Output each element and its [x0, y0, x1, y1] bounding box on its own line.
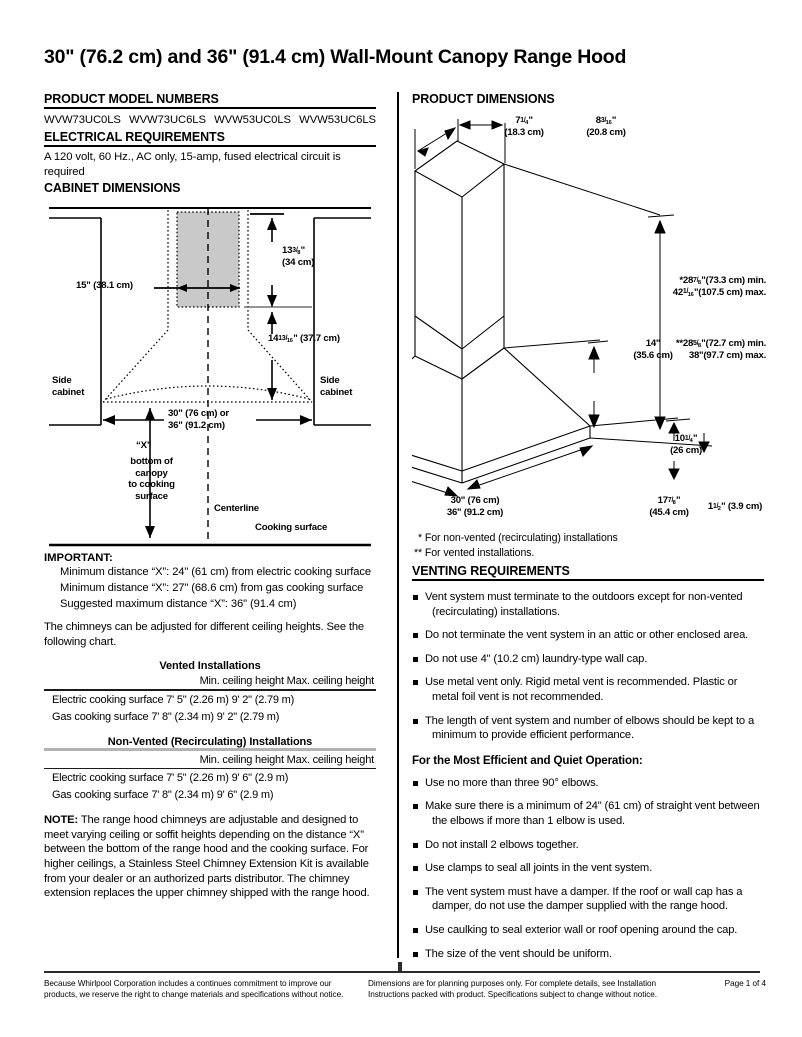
heading-venting-requirements: VENTING REQUIREMENTS: [412, 564, 570, 578]
important-item: Minimum distance “X”: 27" (68.6 cm) from gas cooking surface: [60, 582, 364, 594]
label-cabinet-depth: 15" (38.1 cm): [76, 280, 133, 291]
product-dimensions-diagram: [412, 111, 764, 531]
heading-electrical-requirements: ELECTRICAL REQUIREMENTS: [44, 130, 225, 144]
footnote-vented: ** For vented installations.: [414, 547, 535, 559]
label-side-cabinet-left: Side cabinet: [52, 375, 85, 398]
electrical-requirements-text: A 120 volt, 60 Hz., AC only, 15-amp, fused electrical circuit is required: [44, 151, 341, 178]
footer-disclaimer-left: Because Whirlpool Corporation includes a continues commitment to improve our products, we reserve the right to change materials and specifications without notice.: [44, 979, 344, 999]
important-item: Minimum distance “X”: 24" (61 cm) from electric cooking surface: [60, 566, 372, 578]
cabinet-dimensions-diagram: [44, 200, 376, 550]
table-title-non-vented: Non-Vented (Recirculating) Installations: [107, 735, 313, 748]
table-row: Electric cooking surface 7' 5" (2.26 m) 9' 2" (2.79 m): [52, 693, 295, 706]
label-hood-width: 30" (76 cm) or 36" (91.2 cm): [168, 408, 229, 431]
operation-bullet: The size of the vent should be uniform.: [412, 947, 764, 962]
label-side-cabinet-right: Side cabinet: [320, 375, 353, 398]
table-row: Gas cooking surface 7' 8" (2.34 m) 9' 6" (2.9 m): [52, 789, 274, 802]
venting-bullet: The length of vent system and number of elbows should be kept to a minimum to provide efficient performance.: [412, 714, 764, 743]
table-column-header: Min. ceiling height Max. ceiling height: [199, 753, 374, 766]
value-den: 8: [297, 250, 301, 257]
chimney-adjust-paragraph: The chimneys can be adjusted for different ceiling heights. See the following chart.: [44, 621, 364, 648]
operation-bullet: Use clamps to seal all joints in the vent system.: [412, 861, 764, 876]
page-title: 30" (76.2 cm) and 36" (91.4 cm) Wall-Mount Canopy Range Hood: [44, 46, 627, 68]
column-divider: [397, 92, 399, 958]
subheading-efficient-operation: For the Most Efficient and Quiet Operation:: [412, 753, 643, 767]
label-centerline: Centerline: [214, 503, 259, 514]
heading-important: IMPORTANT:: [44, 552, 113, 564]
value-num: 13: [278, 334, 286, 342]
model-number: WVW73UC6LS: [129, 114, 206, 126]
venting-bullet: Use metal vent only. Rigid metal vent is recommended. Plastic or metal foil vent is not recommended.: [412, 675, 764, 704]
operation-bullet: The vent system must have a damper. If the roof or wall cap has a damper, do not use the damper supplied with the range hood.: [412, 885, 764, 914]
value-den: 16: [286, 338, 293, 345]
table-row: Gas cooking surface 7' 8" (2.34 m) 9' 2" (2.79 m): [52, 710, 280, 723]
model-number: WVW53UC6LS: [299, 114, 376, 126]
hood-isometric-svg: [412, 111, 764, 531]
divider-rule: [44, 145, 376, 147]
label-slab-thickness: $11/_2$" (3.9 cm): [707, 501, 763, 513]
heading-cabinet-dimensions: CABINET DIMENSIONS: [44, 181, 181, 195]
value-metric: (34 cm): [282, 256, 315, 268]
label-cooking-surface: Cooking surface: [255, 522, 328, 533]
right-column: [412, 92, 764, 961]
label-upper-chimney-height: $133/_8$" (34 cm): [282, 245, 315, 268]
table-title-vented: Vented Installations: [159, 660, 261, 672]
label-vented-adjust-range: $**285/_8"(72.7$ cm) min. 38"(97.7 cm) max.: [675, 338, 766, 361]
note-block: [44, 813, 376, 901]
model-number: WVW73UC0LS: [44, 114, 121, 126]
label-x-dimension: “X”: [136, 440, 152, 451]
label-lower-canopy-height: $1413/_{16}$" (37.7 cm): [268, 333, 340, 345]
label-canopy-height: $101/_4$" (26 cm): [670, 433, 702, 456]
heading-product-model-numbers: PRODUCT MODEL NUMBERS: [44, 92, 219, 106]
value-whole: 14: [268, 333, 279, 344]
footnote-non-vented: * For non-vented (recirculating) installations: [418, 532, 618, 544]
venting-bullet: Do not use 4" (10.2 cm) laundry-type wall cap.: [412, 652, 764, 667]
value-metric: (37.7 cm): [300, 333, 340, 344]
footer-rule: [44, 971, 760, 973]
label-chimney-top-width: $71/_4$" (18.3 cm): [504, 115, 544, 138]
table-row: Electric cooking surface 7' 5" (2.26 m) 9' 6" (2.9 m): [52, 772, 289, 785]
label-hood-depth: $177/_8$" (45.4 cm): [649, 495, 689, 518]
operation-bullet: Do not install 2 elbows together.: [412, 838, 764, 853]
operation-bullet: Make sure there is a minimum of 24" (61 cm) of straight vent between the elbows if more than 1 elbow is used.: [412, 799, 764, 828]
label-x-description: bottom of canopy to cooking surface: [128, 456, 175, 502]
value-num: 3: [292, 246, 296, 254]
footer-disclaimer-center: Dimensions are for planning purposes only. For complete details, see Installation Instructions packed with product. Specifications subject to change without notice.: [368, 979, 657, 999]
left-column: [44, 92, 376, 901]
operation-bullet: Use no more than three 90° elbows.: [412, 776, 764, 791]
divider-rule: [412, 579, 764, 581]
label-hood-widths: 30" (76 cm) 36" (91.2 cm): [446, 495, 504, 518]
value-whole: 13: [282, 245, 293, 256]
divider-rule: [44, 107, 376, 109]
model-number-list: [44, 112, 376, 130]
note-label: NOTE:: [44, 814, 79, 827]
model-number: WVW53UC0LS: [214, 114, 291, 126]
operation-bullet: Use caulking to seal exterior wall or roof opening around the cap.: [412, 923, 764, 938]
note-text: The range hood chimneys are adjustable and designed to meet varying ceiling or soffit heights depending on the distance “X” between the bottom of the range hood and the cooking surface. For higher ceilings, a Stainless Steel Chimney Extension Kit is available from your dealer or an authorized parts distributor. The chimney extension replaces the upper chimney shipped with the range hood.: [44, 814, 370, 900]
label-canopy-body-height: 14" (35.6 cm): [633, 338, 673, 361]
important-item: Suggested maximum distance “X”: 36" (91.4 cm): [60, 598, 297, 610]
heading-product-dimensions: PRODUCT DIMENSIONS: [412, 92, 555, 106]
footer-page-number: Page 1 of 4: [724, 979, 766, 988]
label-chimney-adjust-range: $*287/_8"(73.3$ cm) min. $421/_{16}"(107.5$ cm) max.: [672, 275, 766, 298]
table-column-header: Min. ceiling height Max. ceiling height: [199, 675, 374, 687]
label-chimney-top-depth: $83/_{16}$" (20.8 cm): [586, 115, 626, 138]
venting-bullet: Vent system must terminate to the outdoors except for non-vented (recirculating) installations.: [412, 590, 764, 619]
venting-bullet: Do not terminate the vent system in an attic or other enclosed area.: [412, 628, 764, 643]
